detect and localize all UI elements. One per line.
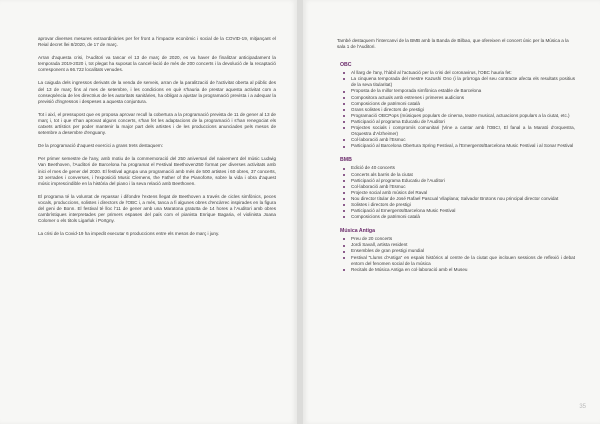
list-item: Col·laboració amb l'Esmuc bbox=[347, 184, 575, 190]
list-item: Festival "Llums d'Antiga" en espais històrics al centre de la ciutat que inclouen sessions de reflexió i debat entorn del fenomen social de la música bbox=[347, 255, 575, 267]
right-text-column bbox=[337, 38, 575, 281]
list-item: Proposta de la millor temporada simfònica estable de Barcelona bbox=[347, 88, 575, 94]
left-page bbox=[0, 0, 297, 424]
list-item: Nou director titular de José Rafael Pascual Vilaplana; Salvador Brotons nou principal director convidat bbox=[347, 196, 575, 202]
list-item: Participació al programa Educatiu de l'Auditori bbox=[347, 178, 575, 184]
page-number: 35 bbox=[579, 404, 586, 410]
list-item: Composicions de patrimoni català bbox=[347, 101, 575, 107]
paragraph: Tot i així, el pressupost que es proposa aprovar recull la cobertura a la programació prevista de 11 de gener al 13 de març i, tot i que s'han aprovat alguns concerts, s'han fet les adaptacions de la programació i s'han renegociat els catxets artístics per poder mantenir la major part dels artistes i de les produccions anunciades pels mesos de setembre a desembre d'enguany. bbox=[38, 111, 276, 136]
obc-list bbox=[337, 70, 575, 149]
bmb-list bbox=[337, 165, 575, 220]
list-item: Col·laboració amb l'Esmuc bbox=[347, 137, 575, 143]
paragraph: Per primer semestre de l'any, amb motiu de la commemoració del 250 aniversari del naixement del músic Ludwig Van Beethoven, l'Auditori de Barcelona ha programat el Festival Beethoven250 format per diverses activitats amb inici el mes de gener del 2020. El festival agrupa una programació amb més de 500 artistes i 60 obres, 37 concerts, 10 xerrades i converses, i l'exposició Music Clemens, the Father of the Pianoforte, sobre la vida i obra d'aquest músic imprescindible en la història del piano i la seva relació amb Beethoven. bbox=[38, 156, 276, 186]
list-item: Ensembles de gran prestigi mundial bbox=[347, 248, 575, 254]
list-item: Programació OBCPops (músiques populars de cinema, teatre musical, actuacions populars a la ciutat, etc.) bbox=[347, 113, 575, 119]
list-item: Recitals de Música Antiga en col·laboració amb el Museu bbox=[347, 267, 575, 273]
left-text-column bbox=[38, 36, 276, 244]
right-page bbox=[303, 0, 600, 424]
list-item: Compositora actuals amb estrenes i primeres audicions bbox=[347, 95, 575, 101]
list-item: Projectes socials i compromís comunitari (Vine a cantar amb l'OBC!, El fanal a la Marató d'orquestra, Orquestra d'Alzheimer) bbox=[347, 125, 575, 137]
list-item: Solistes i directors de prestigi bbox=[347, 202, 575, 208]
list-item: Participació al programa Educatiu de l'Auditori bbox=[347, 119, 575, 125]
list-item: Al llarg de l'any, l'hàbil al l'actuació per la crisi del coronavirus, l'OBC hauria fet: bbox=[347, 70, 575, 76]
list-item: Projecte social amb músics del Raval bbox=[347, 190, 575, 196]
section-title-obc: OBC bbox=[340, 62, 352, 69]
paragraph-lead-in: De la programació d'aquest exercici a grans trets destaquem: bbox=[38, 143, 163, 149]
list-item: La cinquena temporada del mestre Kazushi Ono (i la pròrroga del seu contracte afecta els resultats positius de la seva titularitat) bbox=[347, 76, 575, 88]
section-title-musica-antiga: Música Antiga bbox=[340, 228, 375, 235]
paragraph: La crisi de la Covid-19 ha impedit executar 6 produccions entre els mesos de març i juny. bbox=[38, 231, 220, 237]
list-item: Participació al Emergents/Barcelona Music Festival bbox=[347, 208, 575, 214]
list-item: Jordi Savall, artista resident bbox=[347, 242, 575, 248]
list-item: Concerts als barris de la ciutat bbox=[347, 172, 575, 178]
intro-paragraph: També destaquem l'intercanvi de la BMB amb la Banda de Bilbao, que ofereixen el concert únic per la Música a la sala 1 de l'Auditori. bbox=[337, 38, 569, 50]
paragraph: El programa té la voluntat de repassar i difondre l'extens llegat de Beethoven a través de cicles simfònics, peces vocals, produccions, solistes i directors de l'OBC i, a més, tanca a fi algunes obres d'encàrrec inspirades en la figura del geni de Bonn. El festival té lloc l'11 de gener amb una Maratona gratuïta de 14 hores a l'Auditori amb obres cambrístiques interpretades per primers espases del país com el pianista Enrique Bagaria, el violinista Joana Colomer o els titols Ligarluk i Portgny. bbox=[38, 193, 276, 224]
list-item: Participació al Barcelona Obertura Spring Festival, a l'Emergents/Barcelona Music Festival i al Sonar Festival bbox=[347, 143, 575, 149]
list-item: Preu de 20 concerts bbox=[347, 236, 575, 242]
paragraph: aprovar diverses mesures extraordinàries per fer front a l'impacte econòmic i social de la COVID-19, mitjançant el Reial decret llei 8/2020, de 17 de març. bbox=[38, 36, 276, 48]
list-item: Grans solistes i directors de prestigi bbox=[347, 107, 575, 113]
musica-antiga-list bbox=[337, 236, 575, 273]
section-title-bmb: BMB bbox=[340, 157, 352, 164]
list-item: Composicions de patrimoni català bbox=[347, 214, 575, 220]
paragraph: Arran d'aquesta crisi, l'Auditori va tancar el 13 de març de 2020, es va haver de finalitzar anticipadament la temporada 2019-2020 i, tot plegat ha suposat la cancel·lació de més de 200 concerts i la devolució de la recaptació corresponent a 66.722 localitats venudes. bbox=[38, 55, 276, 73]
list-item: Edició de 40 concerts bbox=[347, 165, 575, 171]
paragraph: La caiguda dels ingressos derivats de la venda de serveis, arran de la paralització de l'activitat oberta al públic des del 13 de març fins al mes de setembre, i les condicions en què s'hauria de prestar aquesta activitat com a conseqüència de les directrius de les autoritats sanitàries, ha obligat a ajustar la programació prevista i a adequar la previsió d'ingressos i despeses a aquesta conjuntura. bbox=[38, 80, 276, 104]
